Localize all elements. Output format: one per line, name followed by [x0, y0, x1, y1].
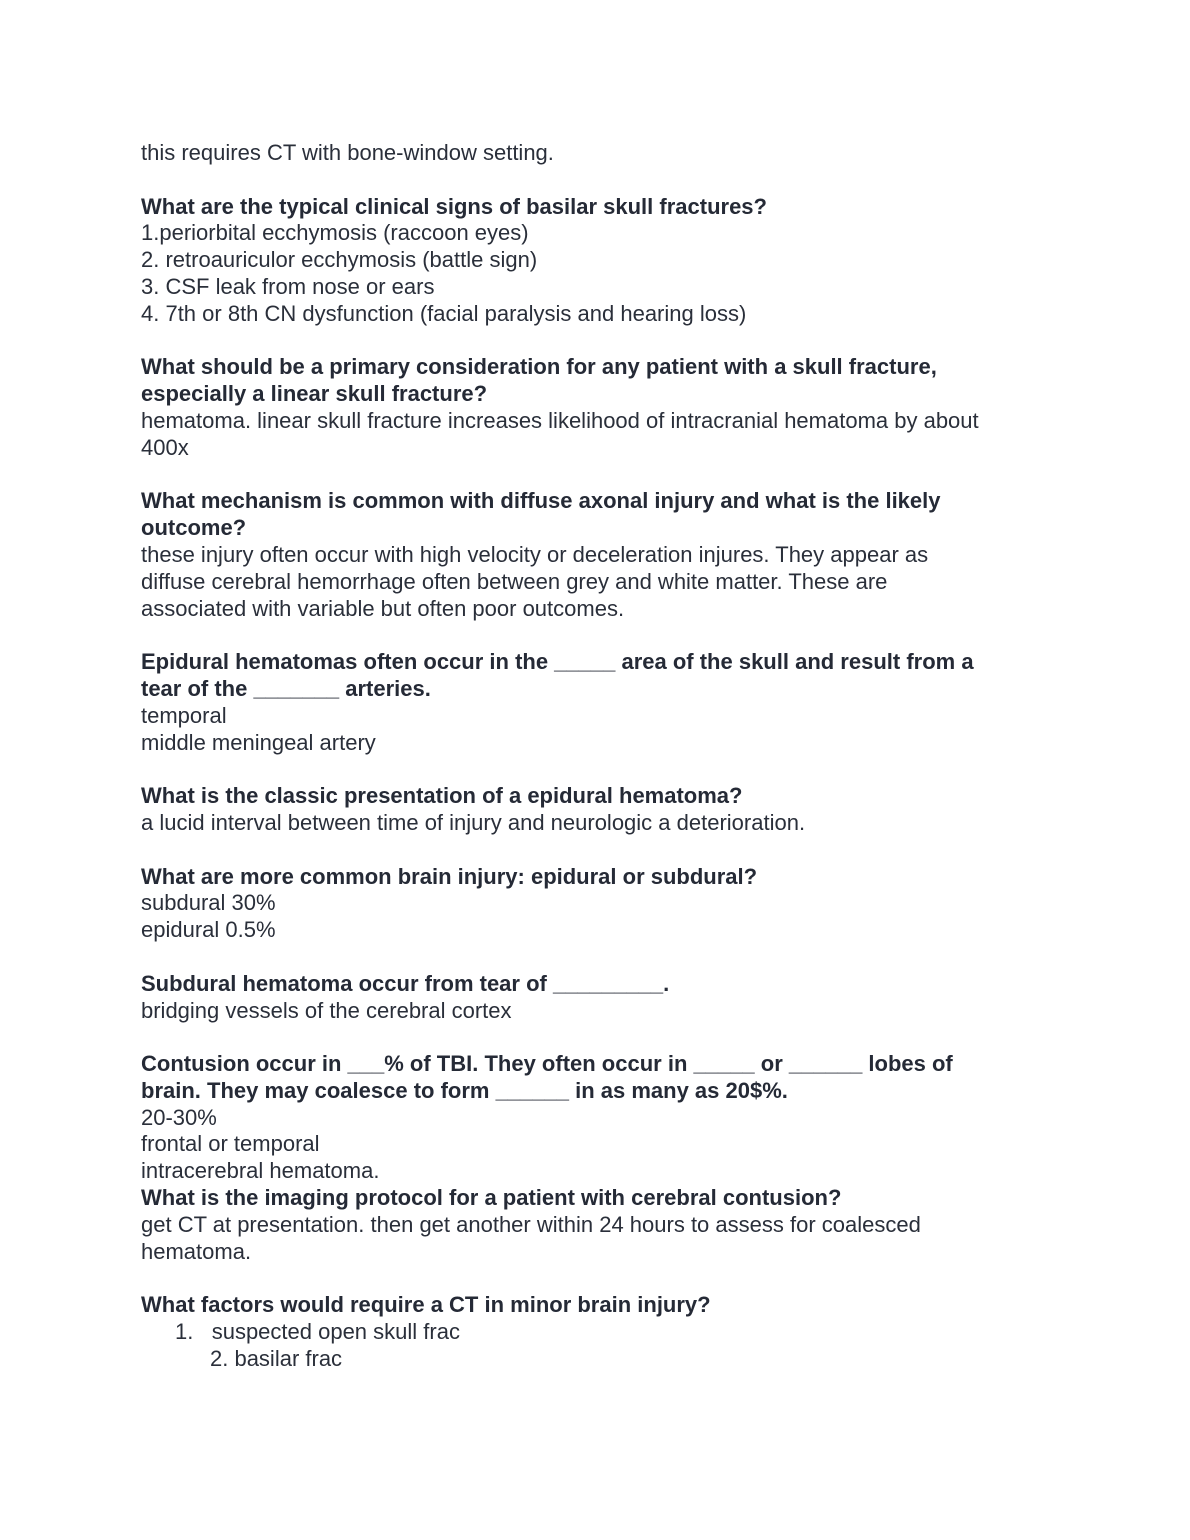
answer-line: bridging vessels of the cerebral cortex: [141, 997, 512, 1023]
question-epidural-location-cont: tear of the _______ arteries.: [141, 675, 431, 701]
question-subdural-tear: Subdural hematoma occur from tear of _________.: [141, 970, 670, 996]
answer-line: diffuse cerebral hemorrhage often between grey and white matter. These are: [141, 568, 888, 594]
spacer: [141, 1024, 1041, 1051]
spacer: [141, 756, 1041, 783]
question-skull-fracture-consideration-cont: especially a linear skull fracture?: [141, 381, 488, 407]
question-imaging-protocol: What is the imaging protocol for a patient with cerebral contusion?: [141, 1185, 842, 1211]
answer-line: frontal or temporal: [141, 1131, 320, 1157]
answer-line: hematoma.: [141, 1238, 252, 1264]
document-page: [141, 140, 1041, 1373]
spacer: [141, 167, 1041, 194]
question-skull-fracture-consideration: What should be a primary consideration for any patient with a skull fracture,: [141, 354, 937, 380]
spacer: [141, 837, 1041, 864]
answer-line: these injury often occur with high velocity or deceleration injures. They appear as: [141, 541, 929, 567]
question-epidural-presentation: What is the classic presentation of a epidural hematoma?: [141, 783, 743, 809]
question-epidural-vs-subdural: What are more common brain injury: epidural or subdural?: [141, 863, 758, 889]
question-diffuse-axonal-injury: What mechanism is common with diffuse axonal injury and what is the likely: [141, 488, 941, 514]
spacer: [141, 622, 1041, 649]
answer-line: 4. 7th or 8th CN dysfunction (facial paralysis and hearing loss): [141, 300, 747, 326]
list-item-text: 2. basilar frac: [210, 1345, 343, 1371]
answer-line: middle meningeal artery: [141, 729, 376, 755]
answer-line: get CT at presentation. then get another within 24 hours to assess for coalesced: [141, 1211, 921, 1237]
list-item-text: suspected open skull frac: [211, 1319, 460, 1345]
answer-line: intracerebral hematoma.: [141, 1158, 380, 1184]
spacer: [141, 462, 1041, 489]
list-item: [141, 1346, 1041, 1373]
answer-line: 2. retroauriculor ecchymosis (battle sign): [141, 247, 538, 273]
answer-line: associated with variable but often poor outcomes.: [141, 595, 625, 621]
spacer: [141, 1265, 1041, 1292]
answer-line: 20-30%: [141, 1104, 217, 1130]
answer-line: 400x: [141, 434, 189, 460]
answer-line: subdural 30%: [141, 890, 276, 916]
spacer: [141, 328, 1041, 355]
answer-line: a lucid interval between time of injury and neurologic a deterioration.: [141, 809, 806, 835]
question-basilar-signs: What are the typical clinical signs of basilar skull fractures?: [141, 193, 767, 219]
answer-line: temporal: [141, 702, 227, 728]
answer-line: 3. CSF leak from nose or ears: [141, 273, 435, 299]
question-epidural-location: Epidural hematomas often occur in the _____ area of the skull and result from a: [141, 649, 974, 675]
question-diffuse-axonal-injury-cont: outcome?: [141, 515, 247, 541]
answer-line: epidural 0.5%: [141, 917, 276, 943]
list-item-number: 1.: [175, 1319, 194, 1345]
question-contusion: Contusion occur in ___% of TBI. They often occur in _____ or ______ lobes of: [141, 1051, 953, 1077]
list-item: [141, 1319, 1041, 1346]
answer-line: hematoma. linear skull fracture increases likelihood of intracranial hematoma by about: [141, 407, 979, 433]
question-ct-minor-injury: What factors would require a CT in minor brain injury?: [141, 1292, 711, 1318]
spacer: [141, 944, 1041, 971]
question-contusion-cont: brain. They may coalesce to form ______ in as many as 20$%.: [141, 1077, 788, 1103]
intro-text: this requires CT with bone-window setting.: [141, 140, 554, 165]
answer-line: 1.periorbital ecchymosis (raccoon eyes): [141, 220, 529, 246]
